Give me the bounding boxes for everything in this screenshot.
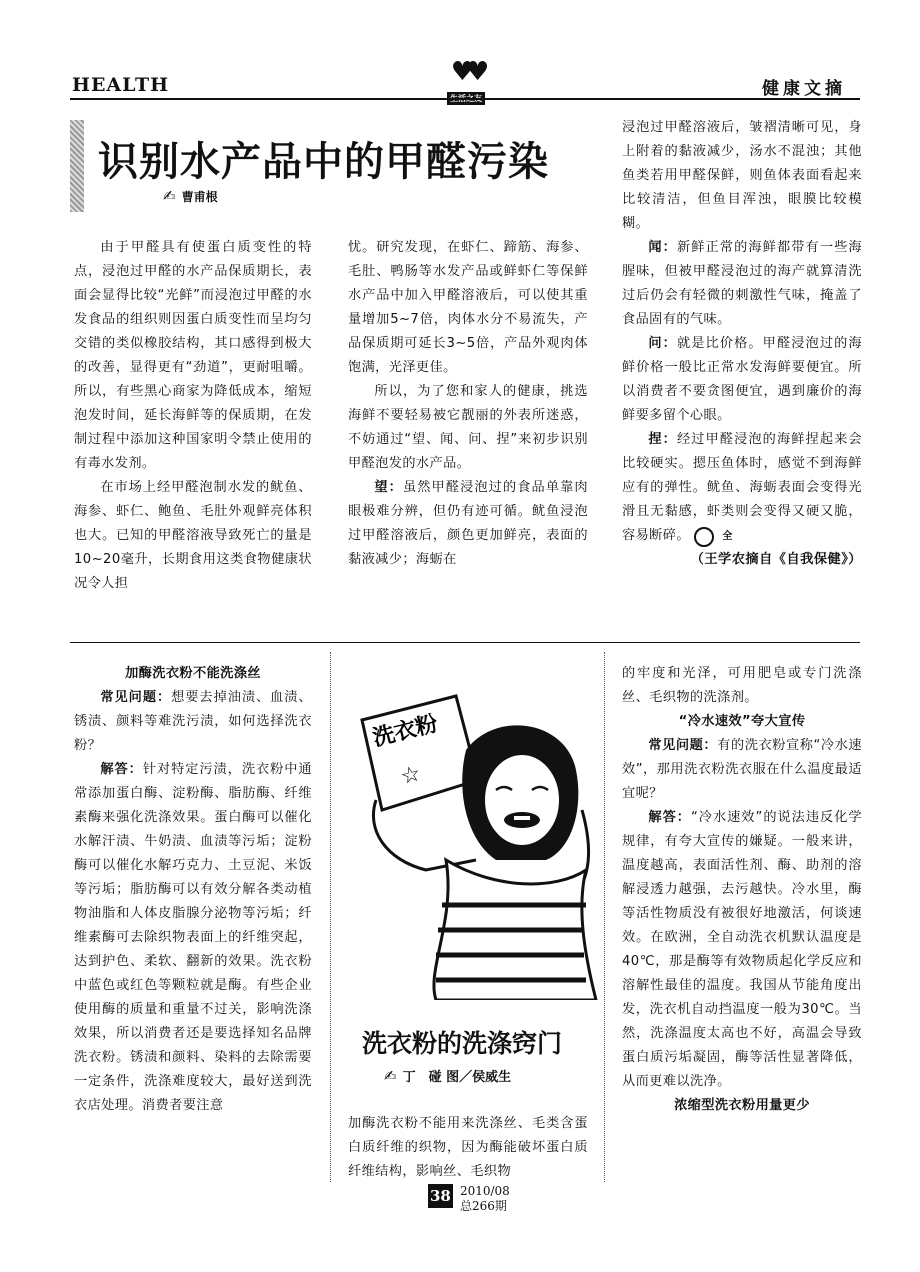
squeeze-label: 捏：	[648, 432, 677, 447]
header-section-label: HEALTH	[72, 74, 170, 96]
issue-date: 2010/08	[459, 1184, 510, 1198]
pen-icon: ✍	[163, 187, 176, 205]
section-divider	[70, 642, 860, 643]
article2-title: 洗衣粉的洗涤窍门	[362, 1029, 563, 1058]
svg-text:☆: ☆	[398, 761, 424, 791]
article2-column-2	[348, 1112, 588, 1184]
paragraph-ask	[622, 332, 862, 428]
article2-column-3	[622, 662, 862, 1118]
article1-source: （王学农摘自《自我保健》）	[690, 552, 862, 567]
paragraph: 所以，为了您和家人的健康，挑选海鲜不要轻易被它靓丽的外表所迷惑，不妨通过“望、闻、问、捏”来初步识别甲醛泡发的水产品。	[348, 384, 588, 471]
answer-text: 针对特定污渍，洗衣粉中通常添加蛋白酶、淀粉酶、脂肪酶、纤维素酶来强化洗涤效果。蛋白酶可以催化水解汗渍、牛奶渍、血渍等污垢；淀粉酶可以催化水解巧克力、土豆泥、米饭等污垢；脂肪酶可以有效分解各类动植物油脂和人体皮脂腺分泌物等污垢；纤维素酶可去除织物表面上的纤维突起，达到护色、柔软、翻新的效果。洗衣粉中蓝色或红色等颗粒就是酶。有些企业使用酶的质量和重量不过关，影响洗涤效果，所以消费者还是要选择知名品牌洗衣粉。锈渍和颜料、染料的去除需要一定条件，洗涤难度较大，最好送到洗衣店处理。消费者要注意	[74, 762, 312, 1113]
question-text: 有的洗衣粉宣称“冷水速效”，那用洗衣粉洗衣服在什么温度最适宜呢？	[622, 738, 863, 801]
page-footer	[428, 1184, 510, 1214]
section-heading: 加酶洗衣粉不能洗涤丝	[125, 666, 261, 681]
question-label: 常见问题：	[648, 738, 718, 753]
article1-byline	[163, 187, 218, 205]
detergent-bag	[362, 696, 478, 810]
answer-paragraph	[74, 758, 312, 1118]
smell-label: 闻：	[648, 240, 677, 255]
answer-label: 解答：	[100, 762, 143, 777]
paragraph-squeeze	[622, 428, 862, 548]
question-label: 常见问题：	[100, 690, 172, 705]
paragraph: 的牢度和光泽，可用肥皂或专门洗涤丝、毛织物的洗涤剂。	[622, 666, 862, 705]
article2-byline	[384, 1066, 511, 1085]
paragraph-look	[348, 476, 588, 572]
look-label: 望：	[374, 480, 403, 495]
question-paragraph	[622, 734, 862, 806]
paragraph: 在市场上经甲醛泡制水发的鱿鱼、海参、虾仁、鲍鱼、毛肚外观鲜亮体积也大。已知的甲醛溶液导致死亡的量是10~20毫升，长期食用这类食物健康状况令人担	[74, 480, 312, 591]
answer-text: “冷水速效”的说法违反化学规律，有夸大宣传的嫌疑。一般来讲，温度越高，表面活性剂、酶、助剂的溶解浸透力越强，去污越快。冷水里，酶等活性物质没有被很好地激活，何谈速效。在欧洲，全自动洗衣机默认温度是40℃，那是酶等有效物质起化学反应和溶解性最佳的温度。我国从节能角度出发，洗衣机自动挡温度一般为30℃。当然，洗涤温度太高也不好，高温会导致蛋白质污垢凝固，酶等活性显著降低，从而更难以洗净。	[622, 810, 862, 1089]
header-column-name: 健康文摘	[762, 79, 846, 99]
article1-column-3	[622, 116, 862, 572]
article1-column-2	[348, 236, 588, 572]
pen-icon: ✍	[384, 1067, 397, 1085]
section-heading: 浓缩型洗衣粉用量更少	[674, 1098, 810, 1113]
question-paragraph	[74, 686, 312, 758]
page-number: 38	[428, 1184, 453, 1208]
paragraph: 加酶洗衣粉不能用来洗涤丝、毛类含蛋白质纤维的织物，因为酶能破坏蛋白质纤维结构，影响丝、毛织物	[348, 1116, 588, 1179]
logo-text: 生活之友	[447, 92, 485, 105]
hearts-icon: ♥♥	[450, 57, 482, 87]
paragraph-smell	[622, 236, 862, 332]
woman-with-detergent-illustration	[346, 690, 598, 1000]
look-text: 虽然甲醛浸泡过的食品单靠肉眼极难分辨，但仍有迹可循。鱿鱼浸泡过甲醛溶液后，颜色更加鲜亮，表面的黏液减少；海蛎在	[348, 480, 588, 567]
issue-total: 总266期	[459, 1199, 507, 1213]
paragraph: 忧。研究发现，在虾仁、蹄筋、海参、毛肚、鸭肠等水发产品或鲜虾仁等保鲜水产品中加入甲醛溶液后，可以使其重量增加5~7倍，肉体水分不易流失，产品保质期可延长3~5倍，产品外观肉体饱满，光泽更佳。	[348, 240, 588, 375]
bag-label: 洗衣粉	[370, 710, 441, 752]
paragraph: 浸泡过甲醛溶液后，皱褶清晰可见，身上附着的黏液减少，汤水不混浊；其他鱼类若用甲醛保鲜，则鱼体表面看起来比较清洁，但鱼目浑浊，眼膜比较模糊。	[622, 120, 862, 231]
squeeze-text: 经过甲醛浸泡的海鲜捏起来会比较硬实。摁压鱼体时，感觉不到海鲜应有的弹性。鱿鱼、海蛎表面会变得光滑且无黏感，虾类则会变得又硬又脆，容易断碎。	[622, 432, 862, 543]
title-decoration	[70, 120, 84, 212]
ask-label: 问：	[648, 336, 677, 351]
column-divider	[330, 652, 331, 1182]
section-heading: “冷水速效”夸大宣传	[678, 714, 806, 729]
answer-label: 解答：	[648, 810, 691, 825]
article2-column-1	[74, 662, 312, 1118]
magazine-logo	[440, 58, 492, 110]
question-text: 想要去掉油渍、血渍、锈渍、颜料等难洗污渍，如何选择洗衣粉？	[74, 690, 313, 753]
article1-author: 曹甫根	[181, 190, 218, 204]
article2-author: 丁 碰 图／侯威生	[402, 1070, 512, 1085]
ask-text: 就是比价格。甲醛浸泡过的海鲜价格一般比正常水发海鲜要便宜。所以消费者不要贪图便宜，遇到廉价的海鲜要多留个心眼。	[622, 336, 862, 423]
issue-info	[460, 1184, 510, 1214]
end-mark-icon: 全	[694, 527, 714, 547]
column-divider	[604, 652, 605, 1182]
header-rule	[70, 98, 860, 100]
article1-title: 识别水产品中的甲醛污染	[98, 138, 549, 185]
article1-column-1	[74, 236, 312, 596]
paragraph: 由于甲醛具有使蛋白质变性的特点，浸泡过甲醛的水产品保质期长，表面会显得比较“光鲜”而浸泡过甲醛的水发食品的组织则因蛋白质变性而呈均匀交错的类似橡胶结构，其口感得到极大的改善，显得更有“劲道”，更耐咀嚼。所以，有些黑心商家为降低成本，缩短泡发时间，延长海鲜等的保质期，在发制过程中添加这种国家明令禁止使用的有毒水发剂。	[74, 240, 312, 471]
smell-text: 新鲜正常的海鲜都带有一些海腥味，但被甲醛浸泡过的海产就算清洗过后仍会有轻微的刺激性气味，掩盖了食品固有的气味。	[622, 240, 862, 327]
answer-paragraph	[622, 806, 862, 1094]
